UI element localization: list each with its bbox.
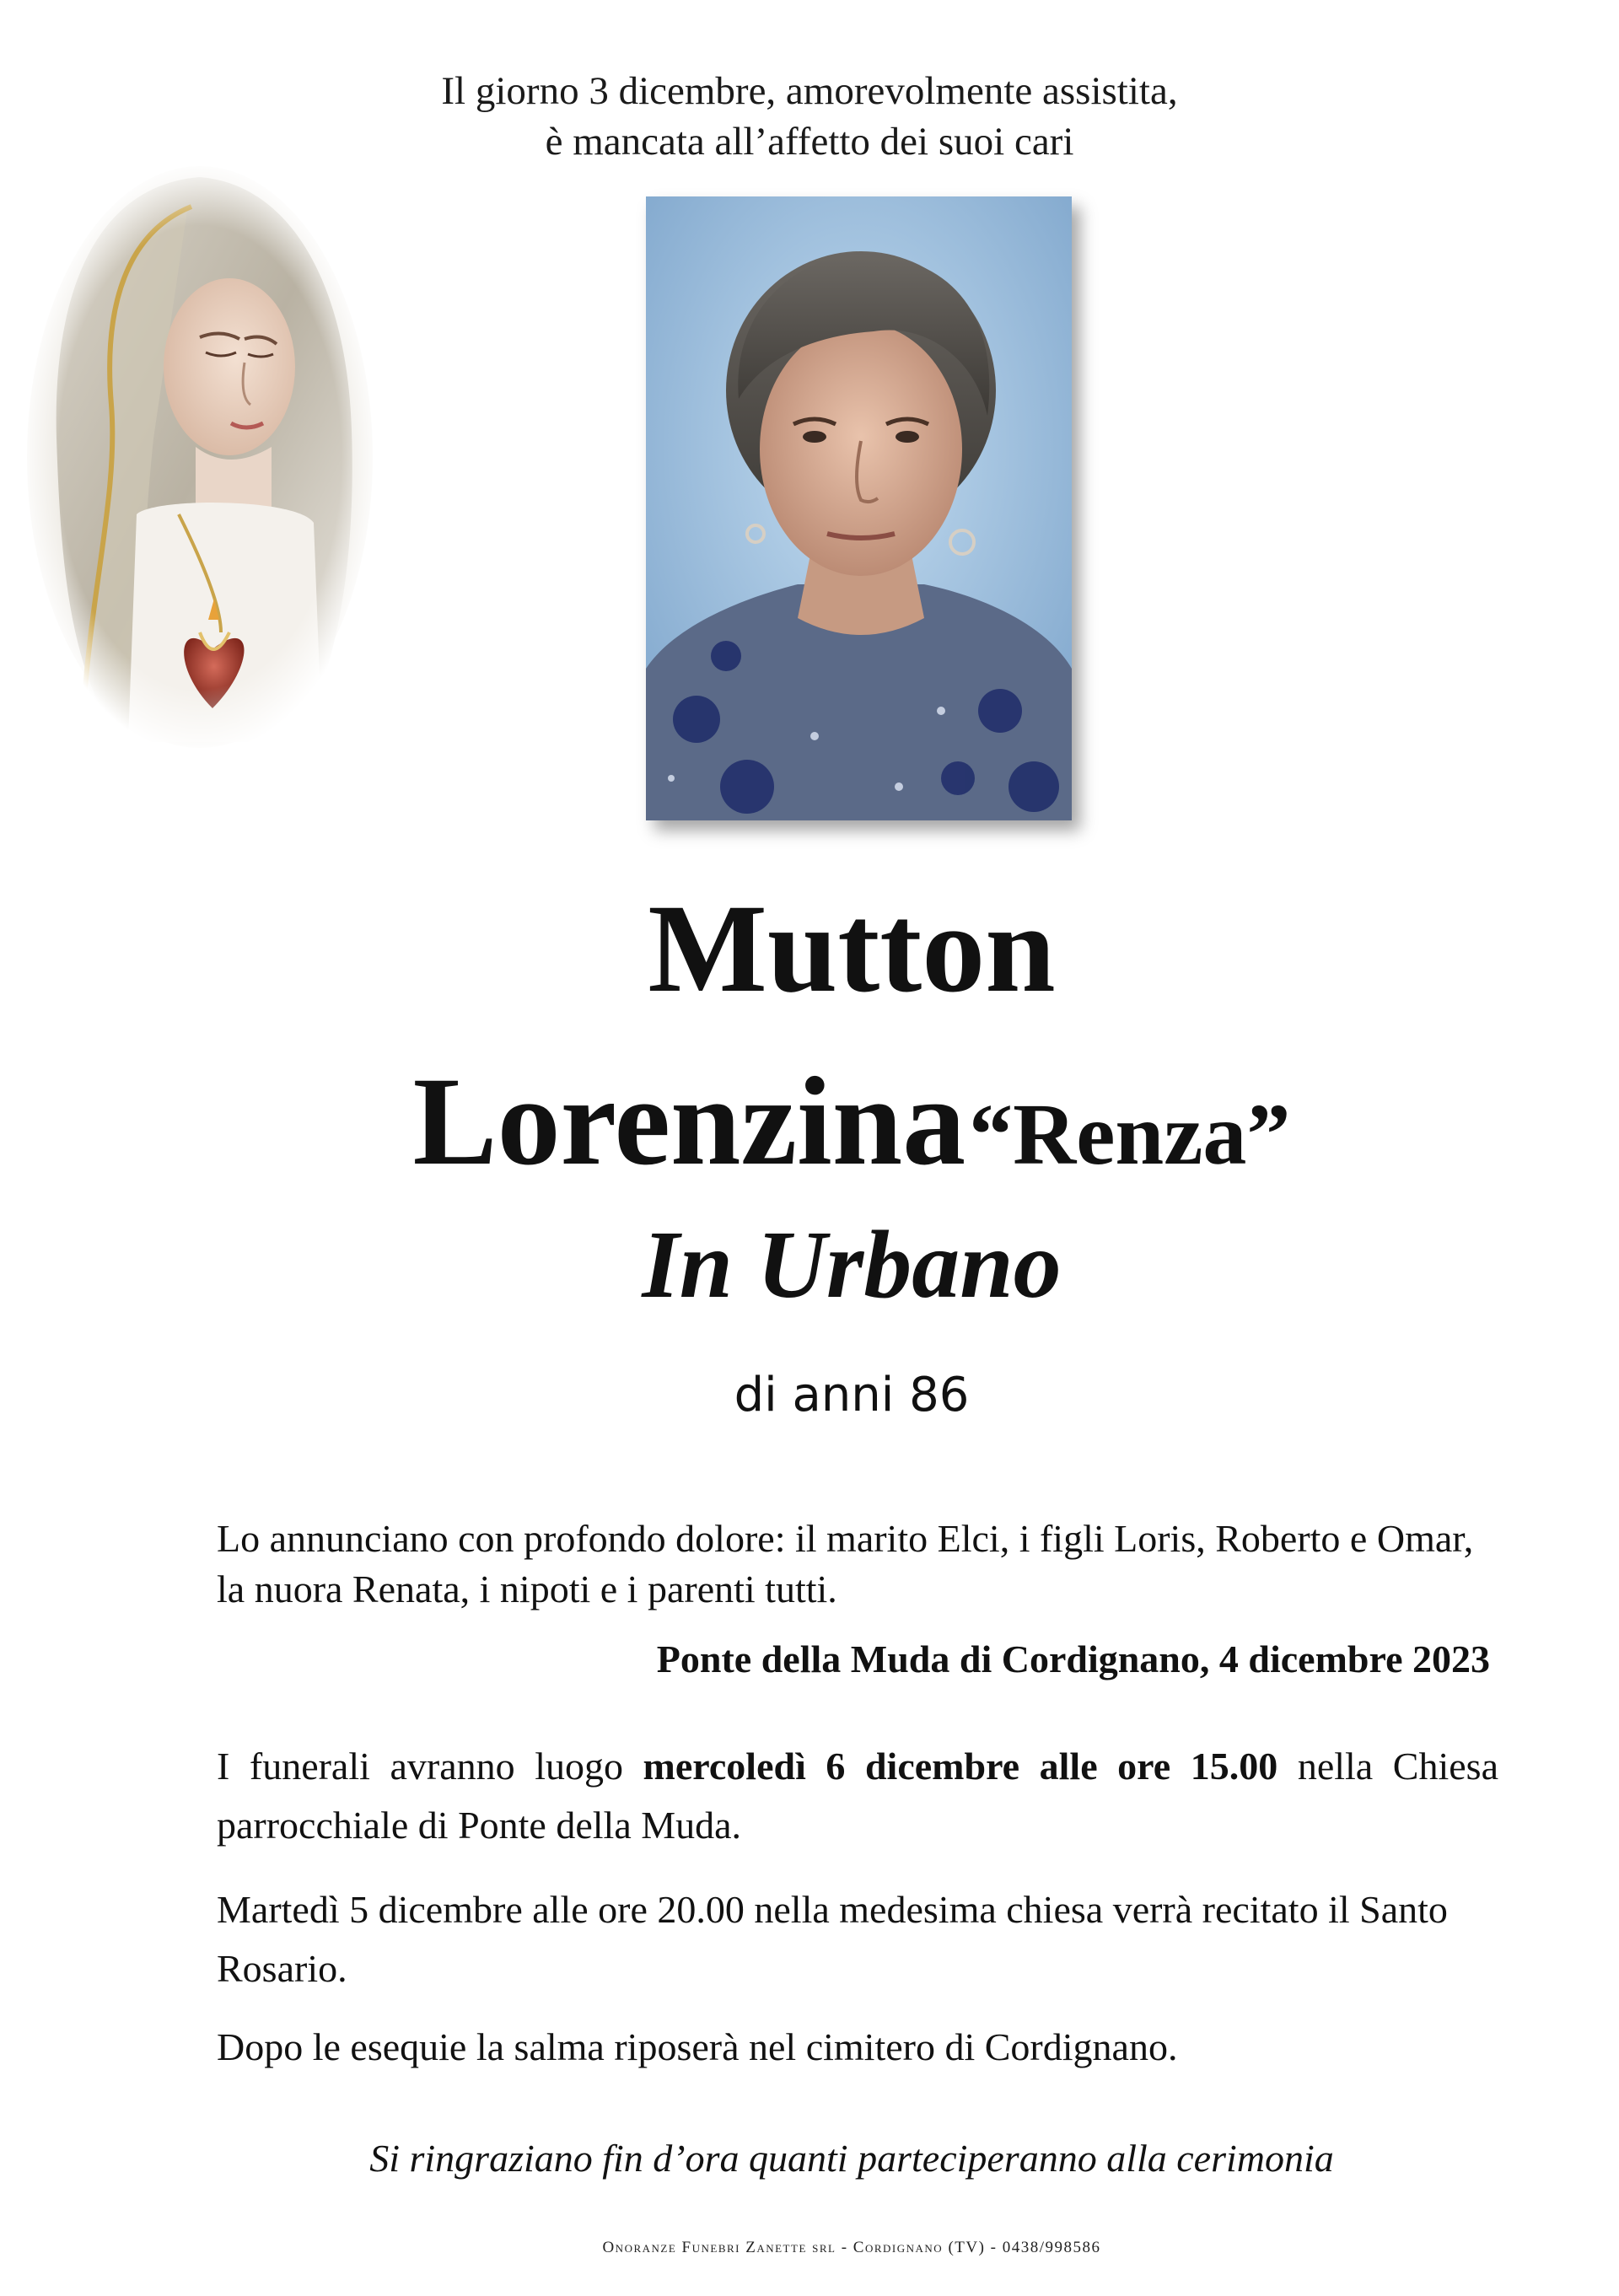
place-date: Ponte della Muda di Cordignano, 4 dicembre 2023 xyxy=(656,1637,1490,1680)
first-name: Lorenzina xyxy=(412,1051,966,1191)
funeral-text xyxy=(217,1737,1498,1855)
funeral-prefix: I funerali avranno luogo xyxy=(217,1745,643,1788)
madonna-image xyxy=(19,160,381,755)
funeral-home-footer: Onoranze Funebri Zanette srl - Cordignano (TV) - 0438/998586 xyxy=(602,2239,1101,2256)
portrait-photo xyxy=(646,196,1072,820)
intro-line-2: è mancata all’affetto dei suoi cari xyxy=(545,120,1074,164)
surname: Mutton xyxy=(648,879,1056,1019)
burial-text: Dopo le esequie la salma riposerà nel cimitero di Cordignano. xyxy=(217,2025,1178,2068)
rosary-text: Martedì 5 dicembre alle ore 20.00 nella medesima chiesa verrà recitato il Santo Rosario. xyxy=(217,1888,1448,1990)
funeral-suffix: nella Chiesa parrocchiale di Ponte della Muda. xyxy=(217,1745,1498,1847)
first-name-line xyxy=(0,1050,1619,1232)
married-name: In Urbano xyxy=(642,1211,1062,1318)
intro-text xyxy=(0,66,1619,167)
nickname: “Renza” xyxy=(969,1086,1291,1183)
intro-line-1: Il giorno 3 dicembre, amorevolmente assistita, xyxy=(441,69,1178,113)
announcement-text: Lo annunciano con profondo dolore: il marito Elci, i figli Loris, Roberto e Omar, la nuora Renata, i nipoti e i parenti tutti. xyxy=(217,1517,1474,1610)
funeral-when: mercoledì 6 dicembre alle ore 15.00 xyxy=(643,1745,1278,1788)
thanks-text: Si ringraziano fin d’ora quanti parteciperanno alla cerimonia xyxy=(369,2137,1334,2180)
age: di anni 86 xyxy=(734,1368,970,1422)
